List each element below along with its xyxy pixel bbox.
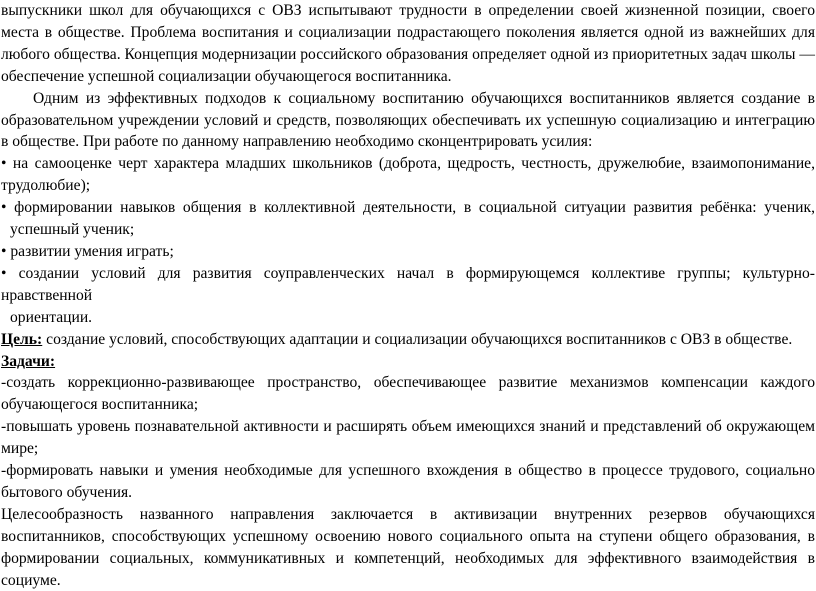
tasks-label: Задачи: <box>1 352 56 370</box>
paragraph-conclusion: Целесообразность названного направления заключается в активизации внутренних резервов обучающихся воспитанников, способствующих успешному освоению нового социального опыта на ступени общего образования, в формировании социальных, коммуникативных и компетенций, необходимых для эффективного взаимодействия в социуме. <box>1 505 815 589</box>
paragraph-approach: Одним из эффективных подходов к социальному воспитанию обучающихся воспитанников является создание в образовательном учреждении условий и средств, позволяющих обеспечивать их успешную социализацию и интеграцию в обществе. При работе по данному направлению необходимо сконцентрировать усилия: <box>1 89 815 151</box>
goal-label: Цель: <box>1 330 43 348</box>
task-item: -повышать уровень познавательной активности и расширять объем имеющихся знаний и представлений об окружающем мире; <box>1 418 815 458</box>
task-item: -формировать навыки и умения необходимые для успешного вхождения в общество в процессе трудового, социально бытового обучения. <box>1 462 815 501</box>
goal-line <box>1 329 815 351</box>
tasks-heading <box>1 351 815 373</box>
paragraph-intro: выпускники школ для обучающихся с ОВЗ испытывают трудности в определении своей жизненной позиции, своего места в обществе. Проблема воспитания и социализации подрастающего поколения является одной из важнейших для любого общества. Концепция модернизации российского образования определяет одной из приоритетных задач школы — обеспечение успешной социализации обучающегося воспитанника. <box>1 2 815 85</box>
bullet-item: • формировании навыков общения в коллективной деятельности, в социальной ситуации развития ребёнка: ученик, успешный ученик; <box>1 199 815 239</box>
bullet-item: • создании условий для развития соуправленческих начал в формирующемся коллективе группы; культурно-нравственной <box>1 264 815 304</box>
bullet-item-continuation: ориентации. <box>10 308 93 326</box>
goal-text: создание условий, способствующих адаптации и социализации обучающихся воспитанников с ОВЗ в обществе. <box>42 330 793 348</box>
bullet-item: • развитии умения играть; <box>1 242 174 260</box>
bullet-item: • на самооценке черт характера младших школьников (доброта, щедрость, честность, дружелюбие, взаимопонимание, трудолюбие); <box>1 155 815 195</box>
task-item: -создать коррекционно-развивающее пространство, обеспечивающее развитие механизмов компенсации каждого обучающегося воспитанника; <box>1 374 815 414</box>
